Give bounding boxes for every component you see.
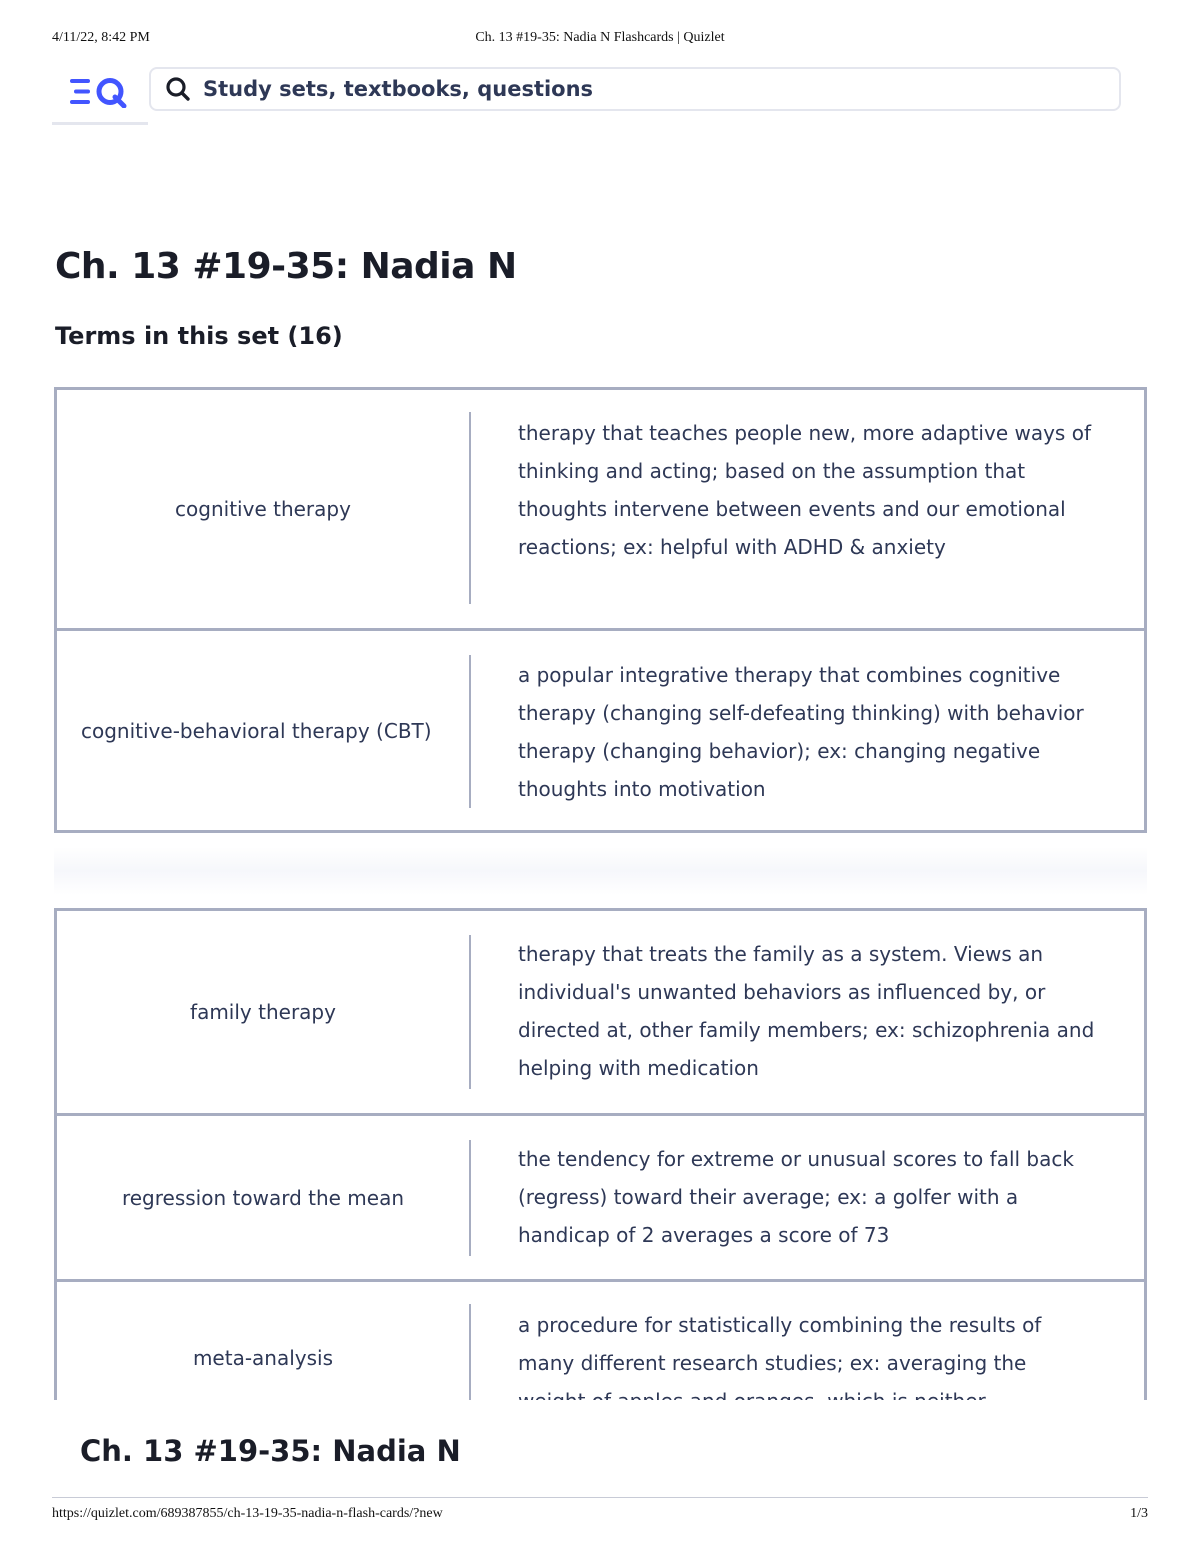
card-divider — [469, 412, 471, 604]
card-term: regression toward the mean — [121, 1185, 405, 1210]
page-title: Ch. 13 #19-35: Nadia N — [55, 246, 517, 287]
card-definition: a procedure for statistically combining the results of many different research studies; ex: averaging the — [518, 1313, 1042, 1375]
card-group-separator — [54, 847, 1147, 895]
card-divider — [469, 655, 471, 808]
card-group-1 — [54, 387, 1147, 833]
terms-count-heading: Terms in this set (16) — [55, 322, 343, 350]
card-definition: the tendency for extreme or unusual scores to fall back (regress) toward their average; ex: a golfer with a handicap of 2 averages a score of 73 — [518, 1147, 1074, 1247]
card-definition: a popular integrative therapy that combines cognitive therapy (changing self-defeating thinking) with behavior therapy (changing behavior); ex: changing negative thoughts into motivation — [518, 663, 1084, 801]
print-header — [52, 30, 1148, 50]
card-divider — [469, 1140, 471, 1256]
card-definition: therapy that treats the family as a system. Views an individual's unwanted behaviors as influenced by, or directed at, other family members; ex: schizophrenia and helping with medication — [518, 942, 1095, 1080]
quizlet-logo-icon — [70, 76, 130, 108]
card-term: cognitive therapy — [175, 497, 351, 521]
quizlet-logo[interactable] — [70, 76, 130, 108]
card-term: cognitive-behavioral therapy (CBT) — [81, 718, 432, 743]
table-row — [57, 1113, 1144, 1279]
card-group-2 — [54, 908, 1147, 1408]
card-definition: therapy that teaches people new, more adaptive ways of thinking and acting; based on the assumption that thoughts intervene between events and our emotional reactions; ex: helpful with ADHD & anxiety — [518, 421, 1091, 559]
footer-set-title: Ch. 13 #19-35: Nadia N — [80, 1434, 461, 1468]
print-datetime: 4/11/22, 8:42 PM — [52, 30, 150, 45]
print-url: https://quizlet.com/689387855/ch-13-19-35-nadia-n-flash-cards/?new — [52, 1506, 443, 1521]
logo-underline — [52, 122, 148, 125]
search-icon — [165, 76, 191, 102]
table-row — [57, 1279, 1144, 1411]
search-input[interactable] — [203, 77, 1083, 101]
table-row — [57, 390, 1144, 628]
card-term: family therapy — [190, 1000, 336, 1024]
search-bar[interactable] — [149, 67, 1121, 111]
print-document-title: Ch. 13 #19-35: Nadia N Flashcards | Quizlet — [475, 30, 725, 45]
print-footer — [52, 1506, 1148, 1526]
footer-divider — [52, 1497, 1148, 1498]
card-term: meta-analysis — [192, 1345, 334, 1370]
table-row — [57, 628, 1144, 830]
table-row — [57, 911, 1144, 1113]
card-divider — [469, 935, 471, 1089]
page-number: 1/3 — [1130, 1506, 1148, 1521]
card-divider — [469, 1304, 471, 1411]
